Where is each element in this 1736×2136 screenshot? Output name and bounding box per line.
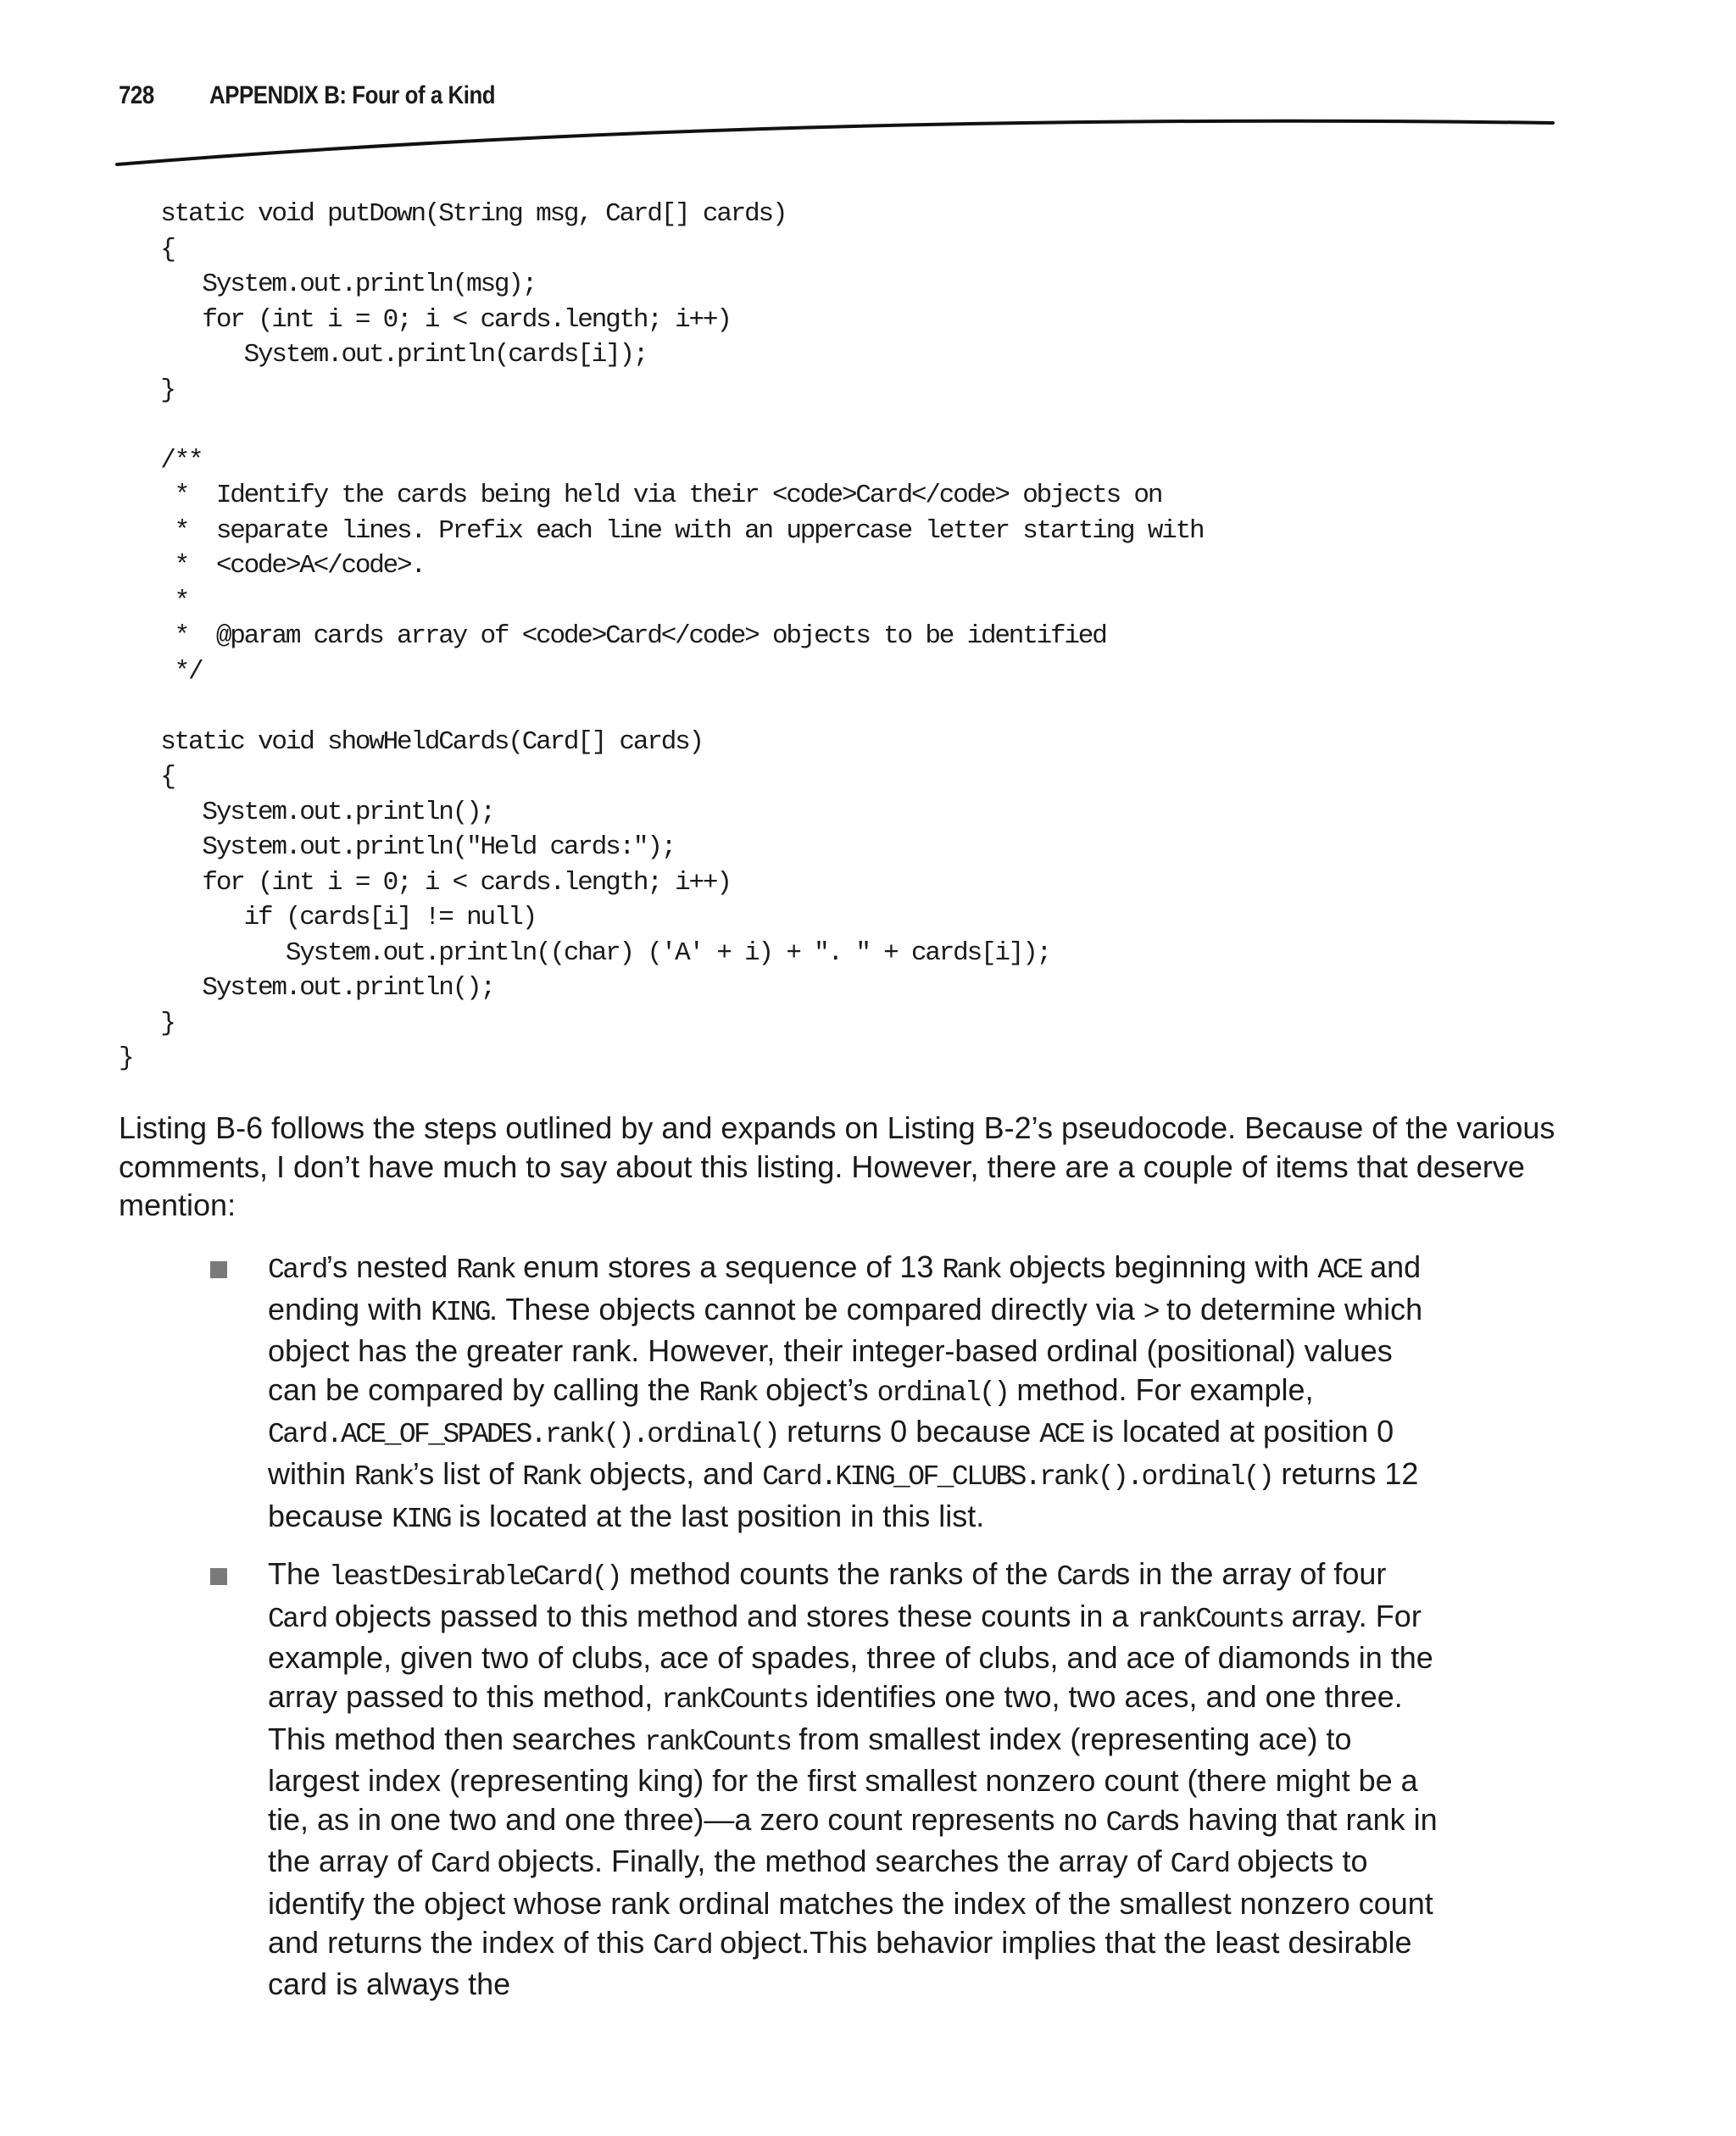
- inline-code: Card: [431, 1849, 489, 1881]
- text-run: enum stores a sequence of 13: [515, 1249, 943, 1284]
- inline-code: rankCounts: [644, 1726, 791, 1758]
- square-bullet-icon: [210, 1261, 227, 1278]
- list-item: [209, 1248, 1446, 1538]
- inline-code: Card: [1056, 1561, 1116, 1594]
- text-run: and ending with: [268, 1249, 1422, 1327]
- inline-code: leastDesirableCard(): [329, 1561, 621, 1594]
- text-run: The: [268, 1556, 330, 1592]
- inline-code: Rank: [522, 1460, 581, 1493]
- text-run: ’s list of: [412, 1455, 523, 1491]
- inline-code: ordinal(): [876, 1377, 1009, 1409]
- inline-code: Card.KING_OF_CLUBS.rank().ordinal(): [762, 1460, 1273, 1493]
- text-run: returns 12 because: [268, 1455, 1419, 1533]
- text-run: . These objects cannot be compared directly via: [488, 1291, 1143, 1327]
- text-run: is located at position 0 within: [268, 1414, 1394, 1491]
- text-run: method counts the ranks of the: [620, 1556, 1057, 1592]
- bullet-list: [209, 1248, 1446, 2020]
- page-header: [0, 0, 1736, 170]
- list-item: [209, 1555, 1446, 2004]
- text-run: object.This behavior implies that the least desirable card is always the: [268, 1924, 1412, 2002]
- text-run: ’s nested: [326, 1249, 457, 1284]
- inline-code: >: [1143, 1296, 1158, 1328]
- inline-code: Card: [653, 1929, 712, 1961]
- text-run: objects, and: [581, 1455, 763, 1491]
- inline-code: Rank: [942, 1254, 1001, 1286]
- inline-code: Card: [268, 1254, 326, 1286]
- inline-code: Rank: [698, 1377, 758, 1409]
- header-rule: [0, 102, 1736, 178]
- running-head: APPENDIX B: Four of a Kind: [209, 81, 496, 109]
- inline-code: ACE: [1317, 1254, 1362, 1286]
- text-run: objects. Finally, the method searches the array of: [488, 1844, 1171, 1879]
- inline-code: KING: [431, 1296, 489, 1328]
- inline-code: ACE: [1039, 1419, 1083, 1451]
- text-run: objects beginning with: [1000, 1249, 1318, 1284]
- inline-code: Rank: [354, 1460, 413, 1493]
- text-run: returns 0 because: [778, 1414, 1040, 1449]
- inline-code: rankCounts: [661, 1683, 808, 1716]
- text-run: s in the array of four: [1115, 1556, 1387, 1592]
- text-run: identifies one two, two aces, and one three. This method then searches: [268, 1678, 1403, 1756]
- text-run: method. For example,: [1008, 1371, 1314, 1407]
- inline-code: Card.ACE_OF_SPADES.rank().ordinal(): [268, 1419, 779, 1451]
- inline-code: Rank: [456, 1254, 515, 1286]
- inline-code: rankCounts: [1137, 1603, 1283, 1635]
- inline-code: Card: [1105, 1806, 1165, 1838]
- text-run: objects to identify the object whose rank ordinal matches the index of the smallest nonzero count and returns the index of this: [268, 1844, 1433, 1960]
- intro-paragraph: Listing B-6 follows the steps outlined by and expands on Listing B-2’s pseudocode. Because of the various comments, I don’t have much to say about this listing. However, there are a couple of items that deserve mention:: [119, 1110, 1555, 1222]
- text-run: s having that rank in the array of: [268, 1801, 1438, 1879]
- text-run: array. For example, given two of clubs, ace of spades, three of clubs, and ace of diamonds in the array passed to this method,: [268, 1598, 1433, 1714]
- inline-code: KING: [392, 1503, 450, 1535]
- square-bullet-icon: [210, 1568, 227, 1585]
- text-run: is located at the last position in this list.: [449, 1498, 985, 1533]
- page-number: 728: [119, 81, 154, 109]
- text-run: objects passed to this method and stores these counts in a: [326, 1598, 1138, 1633]
- text-run: from smallest index (representing ace) to largest index (representing king) for the first smallest nonzero count (there might be a tie, as in one two and one three)—a zero count represents no: [268, 1721, 1418, 1837]
- text-run: object’s: [757, 1371, 877, 1407]
- text-run: to determine which object has the greater rank. However, their integer-based ordinal (positional) values can be compared by calling the: [268, 1291, 1423, 1407]
- inline-code: Card: [1170, 1849, 1229, 1881]
- inline-code: Card: [268, 1603, 326, 1635]
- code-listing: static void putDown(String msg, Card[] cards) { System.out.println(msg); for (int i = 0; i < cards.length; i++) System.out.println(cards[i]); } /** * Identify the cards being held via their <code>Card</code> objects on * separate lines. Prefix each line with an uppercase letter starting with * <code>A</code>. * * @param cards array of <code>Card</code> objects to be identified */ static void showHeldCards(Card[] cards) { System.out.println(); System.out.println("Held cards:"); for (int i = 0; i < cards.length; i++) if (cards[i] != null) System.out.println((char) ('A' + i) + ". " + cards[i]); System.out.println(); } }: [119, 199, 1204, 1073]
